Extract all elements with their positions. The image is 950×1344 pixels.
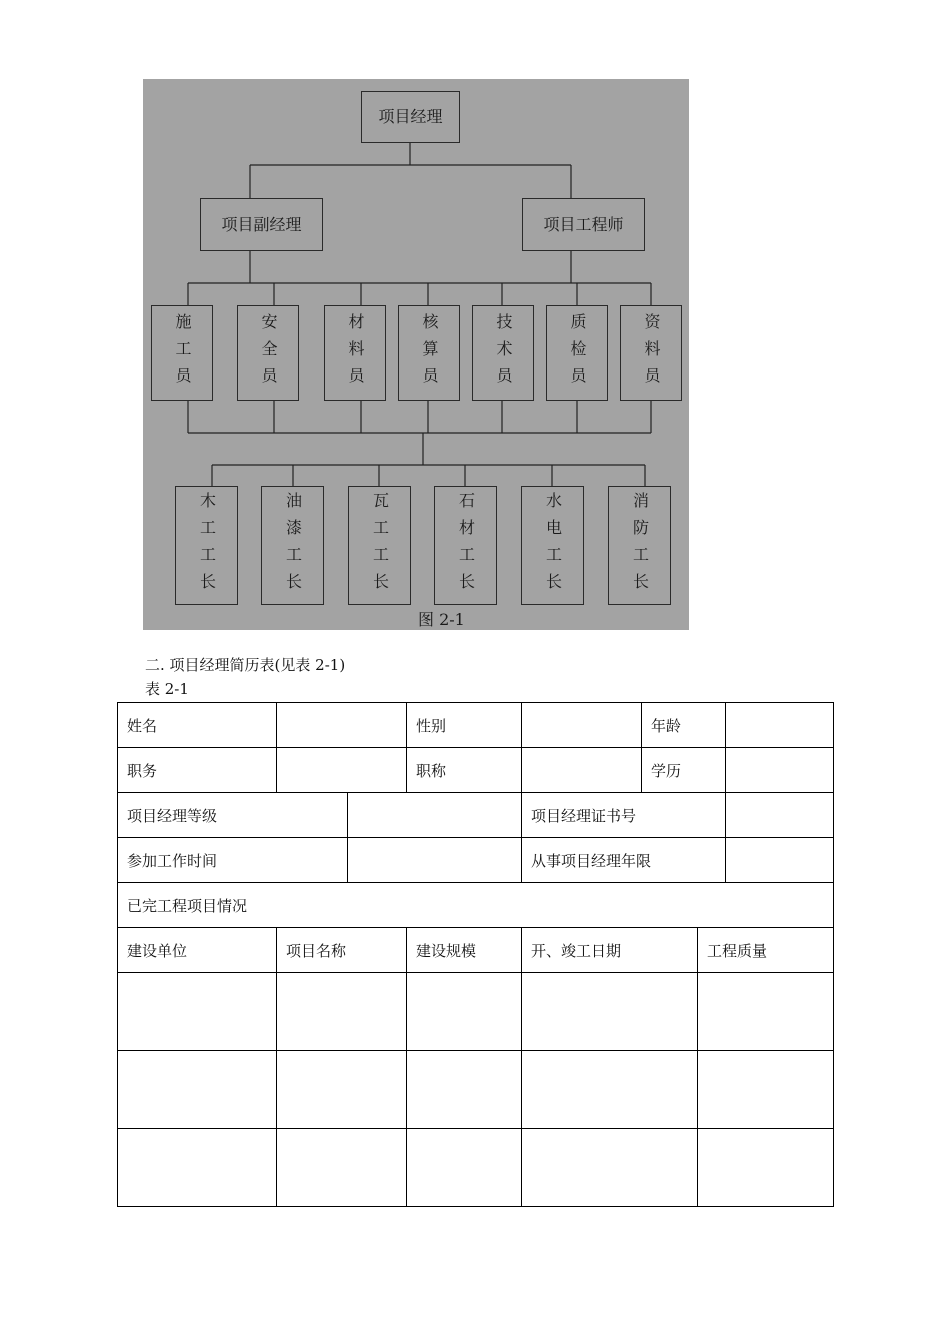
position-label-cell [118,748,277,793]
position-label: 职务 [127,761,158,780]
column-header-label: 开、竣工日期 [531,941,622,960]
table-header-row [118,928,834,973]
org-node-label: 水电工长 [543,491,563,600]
grade-value-cell[interactable] [348,793,522,838]
name-value-cell[interactable] [277,703,407,748]
gender-value-cell[interactable] [522,703,642,748]
table-cell[interactable] [522,973,698,1051]
table-cell[interactable] [698,973,834,1051]
table-row [118,1129,834,1207]
org-node-records-staff [620,305,682,401]
org-node-label: 项目工程师 [543,214,624,234]
org-node-label: 消防工长 [630,491,650,600]
table-row [118,1051,834,1129]
column-header-label: 建设规模 [416,941,477,960]
org-node-label: 项目副经理 [221,214,302,234]
section-heading: 二. 项目经理简历表(见表 2-1) [145,656,346,674]
org-node-construction-staff [151,305,213,401]
column-header [118,928,277,973]
org-node-safety-staff [237,305,299,401]
column-header-label: 建设单位 [127,941,188,960]
name-label: 姓名 [127,716,158,735]
table-cell[interactable] [522,1129,698,1207]
years-value-cell[interactable] [726,838,834,883]
org-node-label: 石材工长 [456,491,476,600]
column-header-label: 项目名称 [286,941,347,960]
table-cell[interactable] [698,1129,834,1207]
figure-caption: 图 2-1 [418,610,465,629]
org-node-label: 安全员 [259,312,278,394]
table-row [118,793,834,838]
column-header [277,928,407,973]
certificate-value-cell[interactable] [726,793,834,838]
position-value-cell[interactable] [277,748,407,793]
table-cell[interactable] [698,1051,834,1129]
table-cell[interactable] [277,1129,407,1207]
org-node-deputy-manager [200,198,323,251]
completed-projects-header [118,883,834,928]
table-row [118,748,834,793]
table-cell[interactable] [407,1129,522,1207]
org-node-label: 瓦工工长 [370,491,390,600]
table-row [118,973,834,1051]
education-label-cell [642,748,726,793]
name-label-cell [118,703,277,748]
org-node-accounting-staff [398,305,460,401]
table-cell[interactable] [118,1129,277,1207]
gender-label-cell [407,703,522,748]
table-cell[interactable] [118,1051,277,1129]
org-node-label: 材料员 [346,312,365,394]
org-node-label: 施工员 [173,312,192,394]
org-node-plumbing-electrical-foreman [521,486,584,605]
completed-projects-label: 已完工程项目情况 [127,896,248,915]
table-cell[interactable] [118,973,277,1051]
years-label: 从事项目经理年限 [531,851,652,870]
org-node-label: 质检员 [568,312,587,394]
org-node-label: 油漆工长 [283,491,303,600]
org-node-quality-staff [546,305,608,401]
org-node-project-engineer [522,198,645,251]
certificate-label-cell [522,793,726,838]
table-label: 表 2-1 [145,680,189,698]
title-value-cell[interactable] [522,748,642,793]
column-header [407,928,522,973]
org-node-label: 核算员 [420,312,439,394]
age-label-cell [642,703,726,748]
column-header [698,928,834,973]
org-node-masonry-foreman [348,486,411,605]
org-node-materials-staff [324,305,386,401]
org-node-stone-foreman [434,486,497,605]
age-value-cell[interactable] [726,703,834,748]
years-label-cell [522,838,726,883]
table-cell[interactable] [522,1051,698,1129]
work-start-label: 参加工作时间 [127,851,218,870]
grade-label: 项目经理等级 [127,806,218,825]
org-chart [143,79,689,630]
table-cell[interactable] [277,1051,407,1129]
column-header-label: 工程质量 [707,941,768,960]
title-label: 职称 [416,761,447,780]
org-node-label: 技术员 [494,312,513,394]
table-row [118,838,834,883]
org-node-technical-staff [472,305,534,401]
work-start-value-cell[interactable] [348,838,522,883]
education-value-cell[interactable] [726,748,834,793]
title-label-cell [407,748,522,793]
org-node-label: 资料员 [642,312,661,394]
org-node-painting-foreman [261,486,324,605]
gender-label: 性别 [416,716,447,735]
org-node-label: 项目经理 [378,107,443,126]
resume-table [117,702,834,1207]
table-row [118,703,834,748]
work-start-label-cell [118,838,348,883]
org-node-label: 木工工长 [197,491,217,600]
age-label: 年龄 [651,716,682,735]
org-node-fire-protection-foreman [608,486,671,605]
education-label: 学历 [651,761,682,780]
org-node-project-manager [361,91,460,143]
grade-label-cell [118,793,348,838]
column-header [522,928,698,973]
certificate-label: 项目经理证书号 [531,806,637,825]
table-cell[interactable] [277,973,407,1051]
table-cell[interactable] [407,1051,522,1129]
table-row [118,883,834,928]
org-node-carpentry-foreman [175,486,238,605]
table-cell[interactable] [407,973,522,1051]
